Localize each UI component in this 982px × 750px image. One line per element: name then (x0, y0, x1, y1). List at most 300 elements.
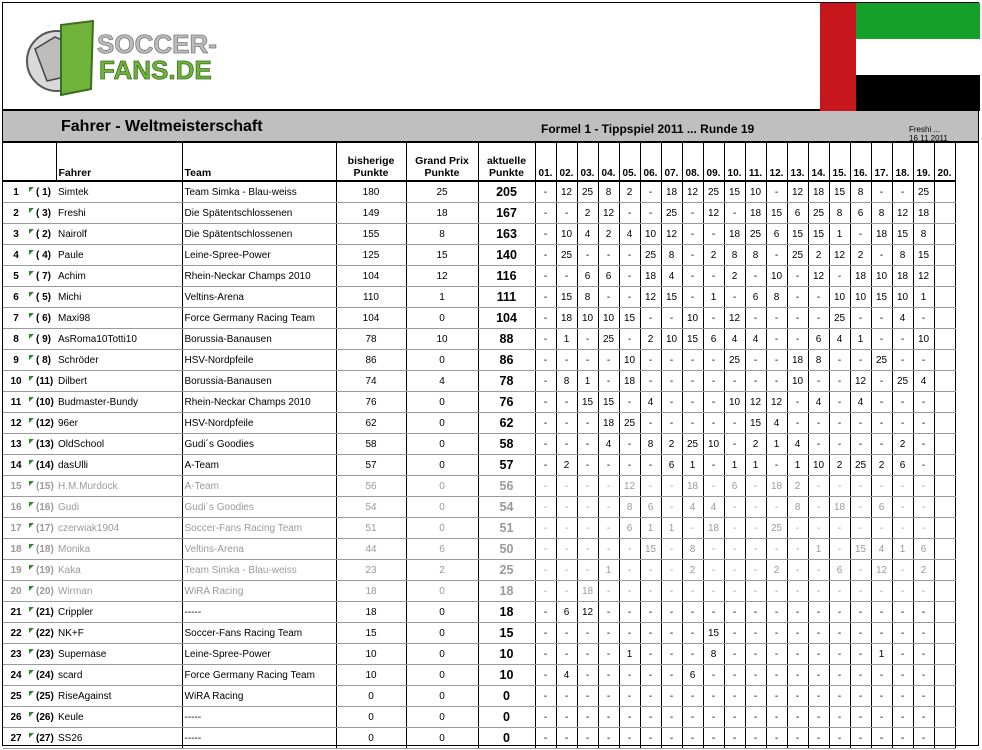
previous-points: 23 (336, 560, 406, 581)
round-points: - (829, 371, 850, 392)
team-name: Team Simka - Blau-weiss (182, 181, 336, 203)
round-points: - (745, 350, 766, 371)
previous-position: ( 5) (34, 287, 56, 308)
round-points: - (556, 581, 577, 602)
grand-prix-points: 1 (406, 287, 478, 308)
round-points: 1 (913, 287, 934, 308)
round-points: - (871, 371, 892, 392)
driver-name: SS26 (56, 728, 182, 749)
grand-prix-points: 2 (406, 560, 478, 581)
team-name: A-Team (182, 476, 336, 497)
round-points: - (724, 686, 745, 707)
round-points: - (724, 287, 745, 308)
round-points (934, 224, 955, 245)
current-points: 15 (478, 623, 535, 644)
round-points: - (850, 707, 871, 728)
round-points: - (703, 308, 724, 329)
round-points: 4 (913, 371, 934, 392)
round-points: - (745, 707, 766, 728)
round-points: 8 (661, 245, 682, 266)
team-name: Borussia-Banausen (182, 329, 336, 350)
grand-prix-points: 25 (406, 181, 478, 203)
round-points: 1 (661, 518, 682, 539)
page-title: Fahrer - Weltmeisterschaft (61, 118, 263, 135)
driver-name: Crippler (56, 602, 182, 623)
driver-name: RiseAgainst (56, 686, 182, 707)
current-points: 0 (478, 686, 535, 707)
driver-name: Wirman (56, 581, 182, 602)
round-points: - (787, 665, 808, 686)
table-row (3, 413, 955, 434)
round-points: 6 (850, 203, 871, 224)
round-points: - (703, 413, 724, 434)
round-points: - (577, 329, 598, 350)
round-points: - (724, 707, 745, 728)
round-points: - (871, 245, 892, 266)
round-points: 10 (724, 392, 745, 413)
team-name: Veltins-Arena (182, 539, 336, 560)
round-points: - (766, 665, 787, 686)
round-points: - (892, 476, 913, 497)
previous-points: 18 (336, 581, 406, 602)
position: 1 (3, 181, 29, 203)
round-points: - (535, 728, 556, 749)
round-points: - (535, 371, 556, 392)
table-row (3, 602, 955, 623)
round-points: - (640, 602, 661, 623)
round-points: - (892, 623, 913, 644)
previous-position: (10) (34, 392, 56, 413)
previous-position: (26) (34, 707, 56, 728)
round-points: - (766, 728, 787, 749)
round-points: - (619, 329, 640, 350)
previous-position: (19) (34, 560, 56, 581)
round-points: - (871, 623, 892, 644)
current-points: 56 (478, 476, 535, 497)
round-points: - (703, 455, 724, 476)
grand-prix-points: 0 (406, 707, 478, 728)
grand-prix-points: 0 (406, 497, 478, 518)
position: 24 (3, 665, 29, 686)
round-points: - (535, 329, 556, 350)
round-points: 25 (913, 181, 934, 203)
round-points: - (808, 518, 829, 539)
col-round: 03. (577, 143, 598, 181)
position: 2 (3, 203, 29, 224)
driver-name: Keule (56, 707, 182, 728)
round-points: - (766, 686, 787, 707)
current-points: 205 (478, 181, 535, 203)
round-points (934, 476, 955, 497)
round-points: - (745, 476, 766, 497)
round-points: 8 (892, 245, 913, 266)
driver-name: Nairolf (56, 224, 182, 245)
round-points: - (619, 203, 640, 224)
round-points: 25 (661, 203, 682, 224)
current-points: 111 (478, 287, 535, 308)
driver-name: Schröder (56, 350, 182, 371)
round-points (934, 602, 955, 623)
round-points: - (640, 686, 661, 707)
round-points: 15 (724, 181, 745, 203)
driver-name: NK+F (56, 623, 182, 644)
driver-name: scard (56, 665, 182, 686)
round-points: 18 (745, 203, 766, 224)
green-marker-icon (29, 313, 34, 318)
round-points: 4 (787, 434, 808, 455)
driver-name: Simtek (56, 181, 182, 203)
current-points: 78 (478, 371, 535, 392)
driver-name: 96er (56, 413, 182, 434)
position: 27 (3, 728, 29, 749)
round-points: - (535, 581, 556, 602)
current-points: 57 (478, 455, 535, 476)
round-points: 25 (640, 245, 661, 266)
round-points: - (766, 602, 787, 623)
previous-points: 155 (336, 224, 406, 245)
round-points: 25 (577, 181, 598, 203)
round-points: - (850, 623, 871, 644)
driver-name: Maxi98 (56, 308, 182, 329)
round-points: - (766, 581, 787, 602)
col-round: 14. (808, 143, 829, 181)
round-points: - (850, 476, 871, 497)
round-points: - (703, 665, 724, 686)
round-points: 6 (556, 602, 577, 623)
round-points: - (871, 518, 892, 539)
round-points: - (577, 665, 598, 686)
round-points (934, 329, 955, 350)
round-points: - (892, 518, 913, 539)
col-round: 08. (682, 143, 703, 181)
round-points: 4 (808, 392, 829, 413)
round-points: - (787, 392, 808, 413)
col-round: 17. (871, 143, 892, 181)
round-points: 1 (640, 518, 661, 539)
round-points: - (871, 476, 892, 497)
round-points (934, 350, 955, 371)
round-points: - (766, 644, 787, 665)
table-row (3, 203, 955, 224)
round-points: - (787, 728, 808, 749)
round-points (934, 623, 955, 644)
previous-position: (18) (34, 539, 56, 560)
round-points: 2 (892, 434, 913, 455)
previous-position: (21) (34, 602, 56, 623)
green-marker-icon (29, 691, 34, 696)
round-points: - (661, 497, 682, 518)
green-marker-icon (29, 712, 34, 717)
round-points: - (577, 707, 598, 728)
round-points: - (829, 686, 850, 707)
position: 5 (3, 266, 29, 287)
round-points: 15 (808, 224, 829, 245)
round-points: 6 (682, 665, 703, 686)
team-name: ----- (182, 728, 336, 749)
green-marker-icon (29, 565, 34, 570)
table-row (3, 728, 955, 749)
round-points: - (745, 497, 766, 518)
table-row (3, 308, 955, 329)
grand-prix-points: 0 (406, 686, 478, 707)
green-marker-icon (29, 418, 34, 423)
round-points (934, 371, 955, 392)
round-points: - (619, 686, 640, 707)
round-points: - (892, 329, 913, 350)
round-points: - (661, 476, 682, 497)
standings-sheet (2, 2, 979, 746)
round-points (934, 644, 955, 665)
round-points: 15 (703, 623, 724, 644)
grand-prix-points: 15 (406, 245, 478, 266)
round-points: - (598, 518, 619, 539)
round-points: - (745, 602, 766, 623)
round-points: 6 (766, 224, 787, 245)
round-points: - (640, 623, 661, 644)
round-points: - (871, 413, 892, 434)
col-current-points: aktuelle Punkte (478, 143, 535, 181)
round-points: - (913, 518, 934, 539)
round-points: - (787, 707, 808, 728)
round-points: - (640, 476, 661, 497)
current-points: 0 (478, 728, 535, 749)
round-points: 18 (598, 413, 619, 434)
round-points: 2 (556, 455, 577, 476)
round-points: - (556, 434, 577, 455)
round-points: 25 (724, 350, 745, 371)
previous-points: 15 (336, 623, 406, 644)
position: 25 (3, 686, 29, 707)
round-points: - (619, 728, 640, 749)
round-points: - (703, 266, 724, 287)
round-points: 4 (598, 434, 619, 455)
round-points: 25 (703, 181, 724, 203)
round-points: - (787, 539, 808, 560)
round-points: 6 (661, 455, 682, 476)
previous-points: 18 (336, 602, 406, 623)
round-points: - (682, 644, 703, 665)
table-row (3, 476, 955, 497)
round-points: - (913, 455, 934, 476)
round-points: - (682, 245, 703, 266)
round-points: - (556, 644, 577, 665)
previous-position: (15) (34, 476, 56, 497)
round-points: - (766, 329, 787, 350)
driver-name: Achim (56, 266, 182, 287)
round-points: 2 (745, 434, 766, 455)
round-points: - (850, 224, 871, 245)
round-points: - (598, 287, 619, 308)
round-points: - (766, 539, 787, 560)
green-marker-icon (29, 628, 34, 633)
table-row (3, 287, 955, 308)
round-points: - (535, 350, 556, 371)
table-row (3, 224, 955, 245)
position: 11 (3, 392, 29, 413)
team-name: Force Germany Racing Team (182, 308, 336, 329)
round-points: - (619, 581, 640, 602)
round-points: 18 (577, 581, 598, 602)
grand-prix-points: 8 (406, 224, 478, 245)
green-marker-icon (29, 649, 34, 654)
round-points (934, 287, 955, 308)
current-points: 10 (478, 644, 535, 665)
round-points: - (535, 455, 556, 476)
green-marker-icon (29, 670, 34, 675)
round-points: - (577, 539, 598, 560)
round-points: - (892, 413, 913, 434)
round-points: 8 (850, 181, 871, 203)
current-points: 54 (478, 497, 535, 518)
team-name: HSV-Nordpfeile (182, 413, 336, 434)
round-points: - (703, 707, 724, 728)
green-marker-icon (29, 460, 34, 465)
round-points: - (745, 728, 766, 749)
col-round: 18. (892, 143, 913, 181)
current-points: 167 (478, 203, 535, 224)
round-points: - (850, 665, 871, 686)
round-points: - (661, 371, 682, 392)
round-points: 8 (640, 434, 661, 455)
team-name: A-Team (182, 455, 336, 476)
current-points: 50 (478, 539, 535, 560)
round-points: 12 (703, 203, 724, 224)
position: 7 (3, 308, 29, 329)
driver-name: Supernase (56, 644, 182, 665)
round-points: - (724, 518, 745, 539)
round-points: - (850, 434, 871, 455)
round-points: - (619, 560, 640, 581)
round-points: - (724, 434, 745, 455)
col-round: 10. (724, 143, 745, 181)
col-driver: Fahrer (56, 143, 182, 181)
round-points: - (766, 308, 787, 329)
round-points: - (535, 308, 556, 329)
green-marker-icon (29, 481, 34, 486)
grand-prix-points: 0 (406, 644, 478, 665)
round-points: 4 (766, 413, 787, 434)
round-points: - (871, 707, 892, 728)
round-points: 15 (619, 308, 640, 329)
round-points: - (808, 686, 829, 707)
round-points: - (892, 392, 913, 413)
round-points: 8 (829, 203, 850, 224)
round-points: 15 (640, 539, 661, 560)
round-points (934, 181, 955, 203)
round-points: - (745, 644, 766, 665)
round-points: 12 (829, 245, 850, 266)
round-points: 1 (829, 224, 850, 245)
round-points: - (871, 602, 892, 623)
round-points: 12 (661, 224, 682, 245)
round-points: - (871, 434, 892, 455)
round-points: - (913, 623, 934, 644)
round-points: - (640, 308, 661, 329)
round-points: - (535, 181, 556, 203)
round-points: 6 (892, 455, 913, 476)
round-points: 2 (661, 434, 682, 455)
round-points: - (598, 497, 619, 518)
round-points: 6 (577, 266, 598, 287)
col-round: 11. (745, 143, 766, 181)
team-name: ----- (182, 602, 336, 623)
green-marker-icon (29, 334, 34, 339)
round-points: - (913, 728, 934, 749)
round-points: 2 (787, 476, 808, 497)
team-name: Team Simka - Blau-weiss (182, 560, 336, 581)
round-points: 2 (766, 560, 787, 581)
previous-position: ( 7) (34, 266, 56, 287)
round-points: 12 (682, 181, 703, 203)
grand-prix-points: 0 (406, 623, 478, 644)
round-points: 12 (724, 308, 745, 329)
round-points: - (892, 497, 913, 518)
previous-position: ( 3) (34, 203, 56, 224)
col-round: 04. (598, 143, 619, 181)
round-points: - (871, 181, 892, 203)
green-marker-icon (29, 586, 34, 591)
grand-prix-points: 6 (406, 539, 478, 560)
round-points: - (640, 181, 661, 203)
round-points: - (682, 266, 703, 287)
round-points: - (682, 350, 703, 371)
position: 23 (3, 644, 29, 665)
driver-name: Freshi (56, 203, 182, 224)
round-points: - (703, 686, 724, 707)
position: 26 (3, 707, 29, 728)
round-points: 25 (871, 350, 892, 371)
round-points: - (598, 623, 619, 644)
round-points: 2 (724, 266, 745, 287)
round-points: 25 (556, 245, 577, 266)
round-points: 4 (871, 539, 892, 560)
round-points: - (829, 728, 850, 749)
round-points: 8 (745, 245, 766, 266)
round-points: - (829, 266, 850, 287)
grand-prix-points: 0 (406, 602, 478, 623)
round-points: - (913, 350, 934, 371)
round-points: - (703, 476, 724, 497)
previous-points: 110 (336, 287, 406, 308)
round-points: - (640, 371, 661, 392)
round-points: - (913, 644, 934, 665)
green-marker-icon (29, 523, 34, 528)
round-points: 6 (598, 266, 619, 287)
round-points: 10 (787, 371, 808, 392)
round-points: - (598, 644, 619, 665)
team-name: Soccer-Fans Racing Team (182, 623, 336, 644)
round-points: - (787, 602, 808, 623)
green-marker-icon (29, 376, 34, 381)
round-points: - (724, 644, 745, 665)
team-name: Veltins-Arena (182, 287, 336, 308)
round-points: - (871, 686, 892, 707)
round-points: 6 (829, 560, 850, 581)
green-marker-icon (29, 397, 34, 402)
round-points: - (535, 287, 556, 308)
driver-name: czerwiak1904 (56, 518, 182, 539)
round-points: - (682, 707, 703, 728)
current-points: 25 (478, 560, 535, 581)
round-points: - (661, 686, 682, 707)
round-points: 15 (913, 245, 934, 266)
position: 4 (3, 245, 29, 266)
round-points: - (913, 497, 934, 518)
round-points: 25 (829, 308, 850, 329)
round-points: - (682, 413, 703, 434)
round-points: - (913, 392, 934, 413)
round-points: 2 (871, 455, 892, 476)
